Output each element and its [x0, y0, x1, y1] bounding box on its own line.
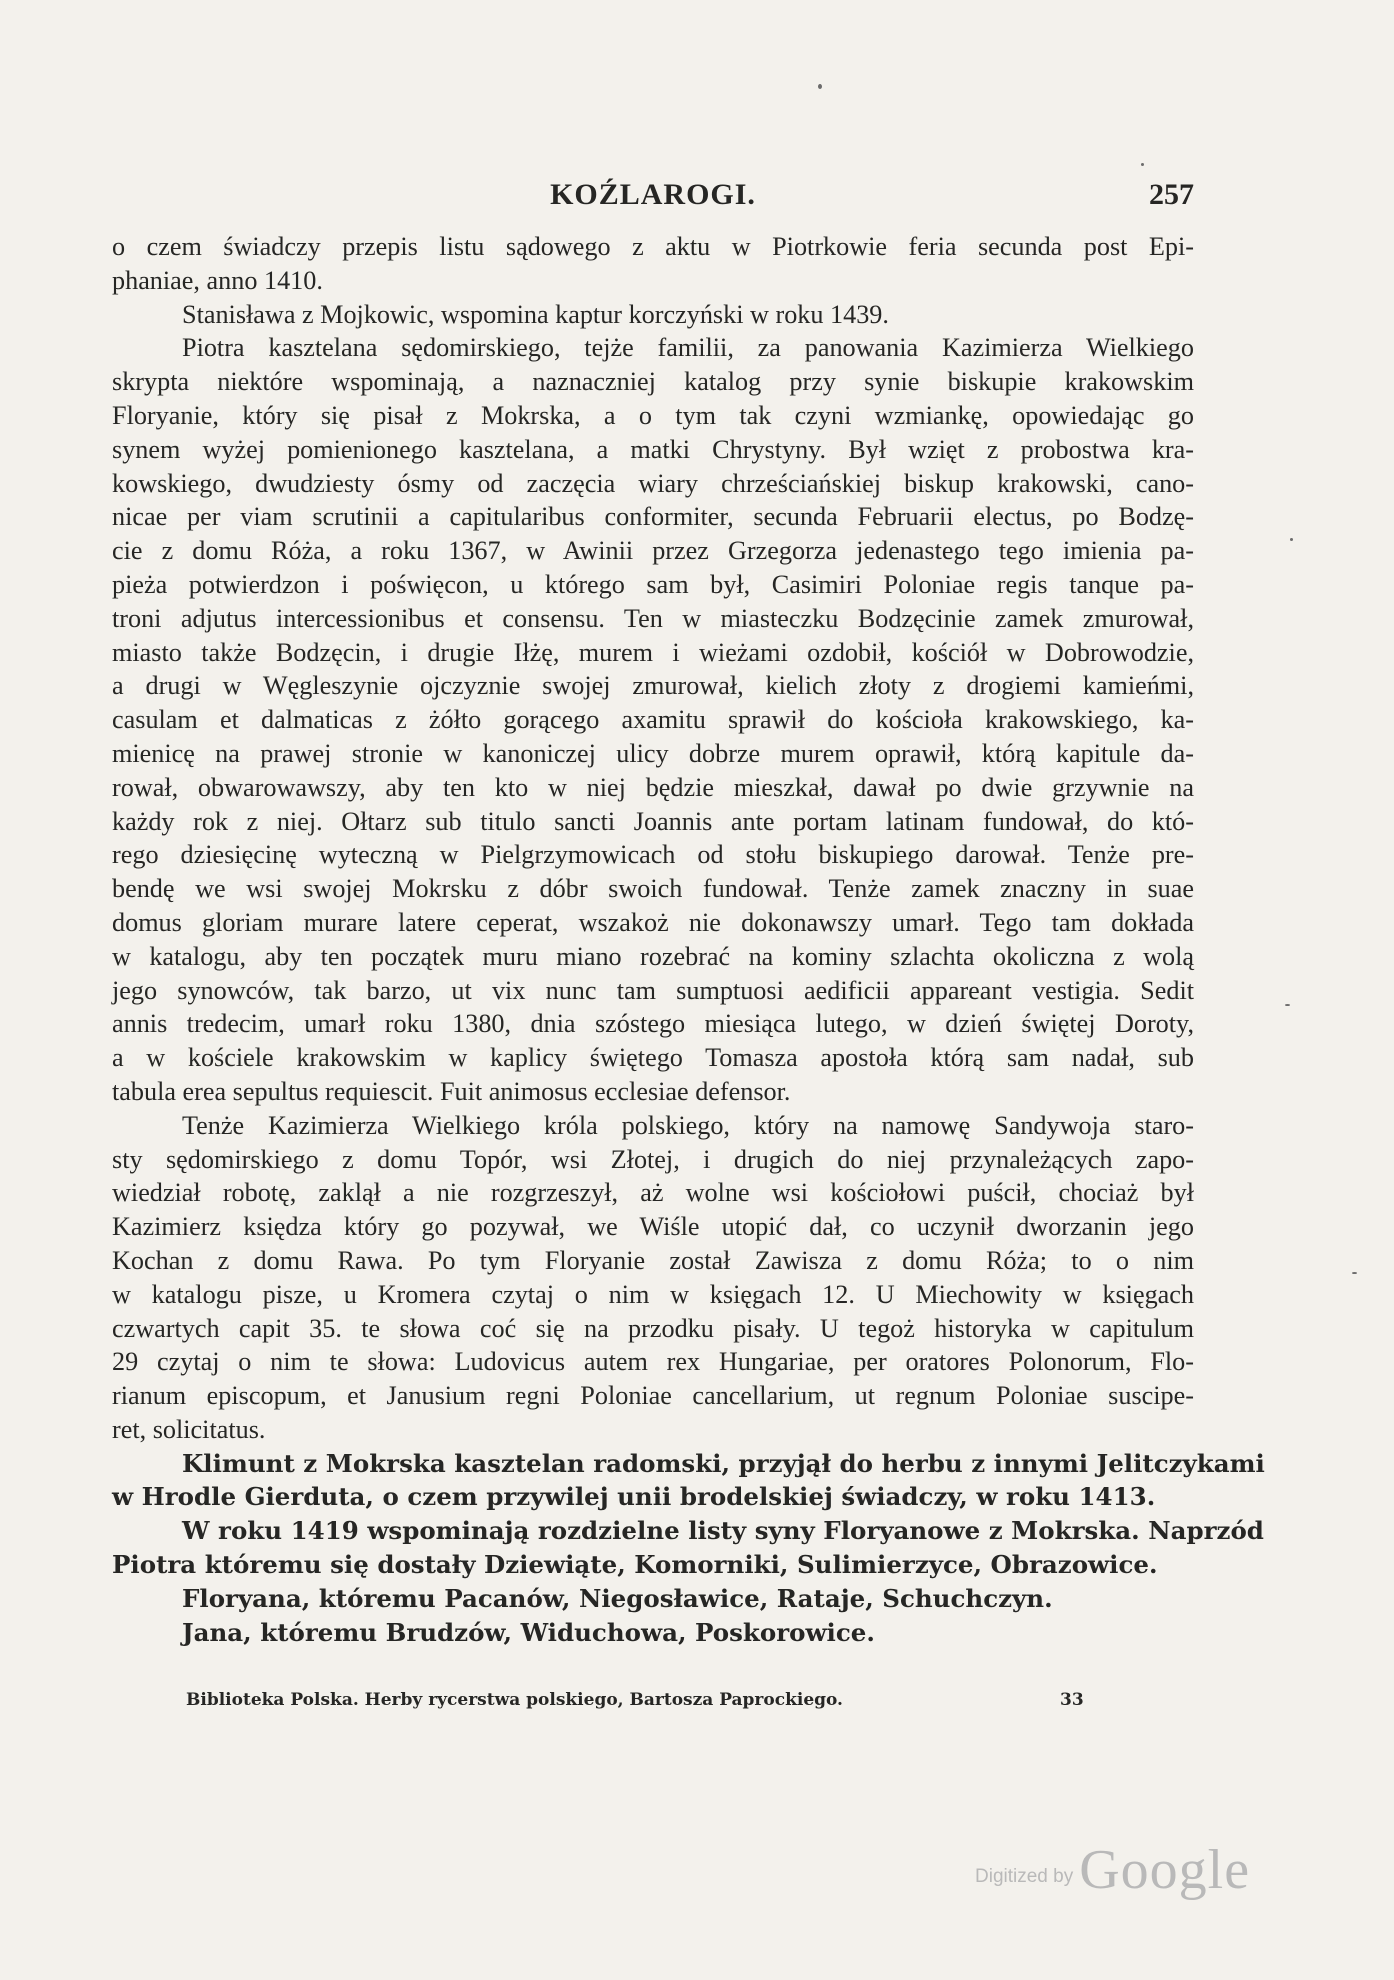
text-line: jego synowców, tak barzo, ut vix nunc tam sumptuosi aedificii appareant vestigia. Sedit	[112, 975, 1194, 1005]
text-line: Stanisława z Mojkowic, wspomina kaptur korczyński w roku 1439.	[182, 299, 889, 329]
page-header	[112, 178, 1194, 218]
text-line: Kazimierz księdza który go pozywał, we Wiśle utopić dał, co uczynił dworzanin jego	[112, 1212, 1194, 1242]
text-line: kowskiego, dwudziesty ósmy od zaczęcia wiary chrześciańskiej biskup krakowski, cano-	[112, 468, 1194, 498]
text-line: sty sędomirskiego z domu Topór, wsi Złotej, i drugich do niej przynależących zapo-	[112, 1144, 1194, 1174]
text-line: rego dziesięcinę wyteczną w Pielgrzymowicach od stołu biskupiego darował. Tenże pre-	[112, 840, 1194, 870]
text-line: Tenże Kazimierza Wielkiego króla polskiego, który na namowę Sandywoja staro-	[182, 1110, 1194, 1140]
bold-paragraphs	[112, 1447, 1265, 1650]
text-line: Floryana, któremu Pacanów, Niegosławice, Rataje, Schuchczyn.	[182, 1583, 1053, 1613]
text-line: pieża potwierdzon i poświęcon, u którego sam był, Casimiri Poloniae regis tanque pa-	[112, 569, 1194, 599]
text-line: ret, solicitatus.	[112, 1414, 266, 1444]
watermark-caption: Digitized by	[975, 1866, 1074, 1887]
text-line: tabula erea sepultus requiescit. Fuit animosus ecclesiae defensor.	[112, 1076, 791, 1106]
text-line: skrypta niektóre wspominają, a naznaczniej katalog przy synie biskupie krakowskim	[112, 367, 1194, 397]
text-line: Jana, któremu Brudzów, Widuchowa, Poskorowice.	[182, 1617, 875, 1647]
text-line: Piotra któremu się dostały Dziewiąte, Komorniki, Sulimierzyce, Obrazowice.	[112, 1550, 1158, 1580]
text-line: W roku 1419 wspominają rozdzielne listy syny Floryanowe z Mokrska. Naprzód	[182, 1516, 1264, 1546]
scan-speck	[1352, 1272, 1357, 1274]
digitized-watermark	[975, 1838, 1250, 1902]
scan-speck	[1141, 163, 1144, 166]
text-line: Kochan z domu Rawa. Po tym Floryanie został Zawisza z domu Róża; to o nim	[112, 1245, 1194, 1275]
text-line: Klimunt z Mokrska kasztelan radomski, przyjął do herbu z innymi Jelitczykami	[182, 1448, 1265, 1478]
text-line: cie z domu Róża, a roku 1367, w Awinii przez Grzegorza jedenastego tego imienia pa-	[112, 536, 1194, 566]
text-line: a w kościele krakowskim w kaplicy świętego Tomasza apostoła którą sam nadał, sub	[112, 1043, 1194, 1073]
text-line: miasto także Bodzęcin, i drugie Iłżę, murem i wieżami ozdobił, kościół w Dobrowodzie,	[112, 637, 1194, 667]
text-line: phaniae, anno 1410.	[112, 265, 323, 295]
text-line: Floryanie, który się pisał z Mokrska, a o tym tak czyni wzmiankę, opowiedając go	[112, 400, 1194, 430]
text-line: synem wyżej pomienionego kasztelana, a matki Chrystyny. Był wzięt z probostwa kra-	[112, 434, 1194, 464]
text-line: bendę we wsi swojej Mokrsku z dóbr swoich fundował. Tenże zamek znaczny in suae	[112, 874, 1194, 904]
text-line: w Hrodle Gierduta, o czem przywilej unii brodelskiej świadczy, w roku 1413.	[112, 1482, 1156, 1512]
running-head: KOŹLAROGI.	[550, 178, 756, 211]
scan-speck	[1290, 538, 1293, 541]
signature-mark: 33	[1060, 1690, 1084, 1710]
text-line: a drugi w Węgleszynie ojczyznie swojej zmurował, kielich złoty z drogiemi kamieńmi,	[112, 671, 1194, 701]
text-line: troni adjutus intercessionibus et consensu. Ten w miasteczku Bodzęcinie zamek zmurował,	[112, 603, 1194, 633]
text-line: domus gloriam murare latere ceperat, wszakoż nie dokonawszy umarł. Tego tam dokłada	[112, 907, 1194, 937]
text-line: rował, obwarowawszy, aby ten kto w niej będzie mieszkał, dawał po dwie grzywnie na	[112, 772, 1194, 802]
text-line: rianum episcopum, et Janusium regni Poloniae cancellarium, ut regnum Poloniae suscipe-	[112, 1381, 1194, 1411]
text-line: nicae per viam scrutinii a capitularibus conformiter, secunda Februarii electus, po Bodzę-	[112, 502, 1194, 532]
scan-speck	[818, 84, 822, 89]
text-line: czwartych capit 35. te słowa coć się na przodku pisały. U tegoż historyka w capitulum	[112, 1313, 1194, 1343]
text-line: Piotra kasztelana sędomirskiego, tejże familii, za panowania Kazimierza Wielkiego	[182, 333, 1194, 363]
scan-speck	[1285, 1004, 1290, 1006]
text-line: 29 czytaj o nim te słowa: Ludovicus autem rex Hungariae, per oratores Polonorum, Flo-	[112, 1347, 1194, 1377]
body-text	[112, 230, 1265, 1649]
text-line: w katalogu pisze, u Kromera czytaj o nim w księgach 12. U Miechowity w księgach	[112, 1279, 1194, 1309]
text-line: annis tredecim, umarł roku 1380, dnia szóstego miesiąca lutego, w dzień świętej Doroty,	[112, 1009, 1194, 1039]
google-logo: Google	[1079, 1839, 1251, 1901]
text-line: casulam et dalmaticas z żółto gorącego axamitu sprawił do kościoła krakowskiego, ka-	[112, 705, 1194, 735]
text-line: w katalogu, aby ten początek muru miano rozebrać na kominy szlachta okoliczna z wolą	[112, 941, 1194, 971]
text-line: o czem świadczy przepis listu sądowego z aktu w Piotrkowie feria secunda post Epi-	[112, 232, 1194, 261]
text-line: każdy rok z niej. Ołtarz sub titulo sancti Joannis ante portam latinam fundował, do któ-	[112, 806, 1194, 836]
page-number: 257	[1149, 178, 1194, 211]
text-line: mienicę na prawej stronie w kanoniczej ulicy dobrze murem oprawił, którą kapitule da-	[112, 738, 1194, 768]
text-line: wiedział robotę, zaklął a nie rozgrzeszył, aż wolne wsi kościołowi puścił, chociaż był	[112, 1178, 1194, 1208]
footer-imprint: Biblioteka Polska. Herby rycerstwa polskiego, Bartosza Paprockiego.	[186, 1690, 843, 1710]
